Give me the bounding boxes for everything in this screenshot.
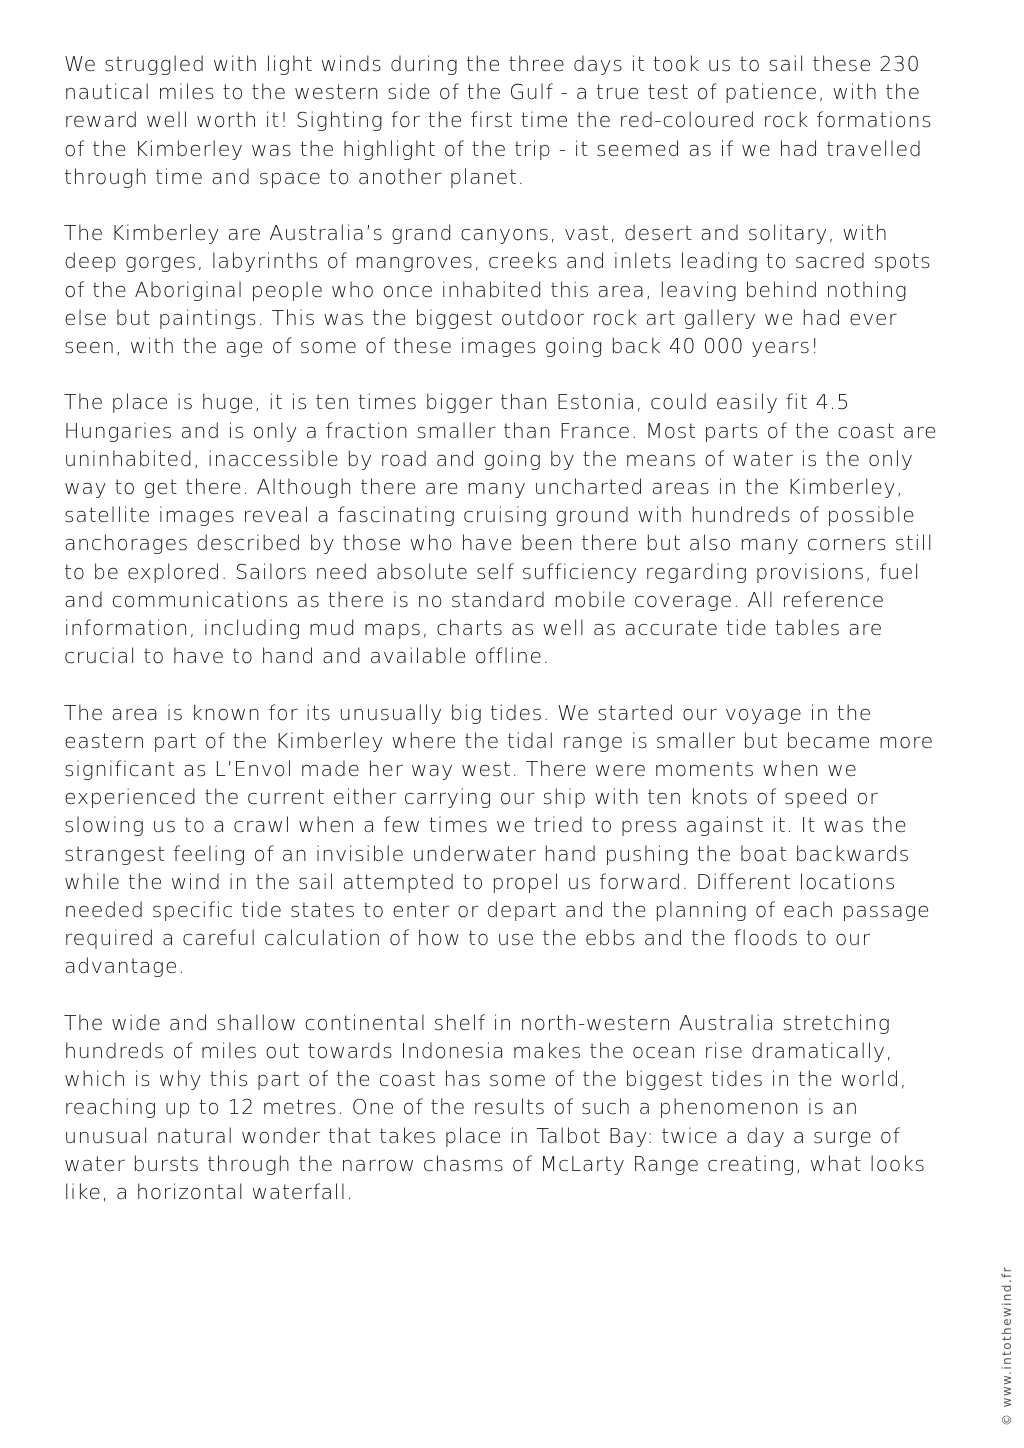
paragraph-light-winds: We struggled with light winds during the three days it took us to sail these 230 nautical miles to the western side of the Gulf - a true test of patience, with the reward well worth it! Sighting for the first time the red-coloured rock formations of the Kimberley was the highlight of the trip - it seemed as if we had travelled through time and space to another planet.	[64, 52, 933, 189]
document-body	[64, 50, 944, 1234]
paragraph-place-size: The place is huge, it is ten times bigger than Estonia, could easily fit 4.5 Hungaries and is only a fraction smaller than France. Most parts of the coast are uninhabited, inaccessible by road and going by the means of water is the only way to get there. Although there are many uncharted areas in the Kimberley, satellite images reveal a fascinating cruising ground with hundreds of possible anchorages described by those who have been there but also many corners still to be explored. Sailors need absolute self sufficiency regarding provisions, fuel and communications as there is no standard mobile coverage. All reference information, including mud maps, charts as well as accurate tide tables are crucial to have to hand and available offline.	[64, 390, 938, 669]
paragraph-horizontal-waterfall: The wide and shallow continental shelf in north-western Australia stretching hundreds of miles out towards Indonesia makes the ocean rise dramatically, which is why this part of the coast has some of the biggest tides in the world, reaching up to 12 metres. One of the results of such a phenomenon is an unusual natural wonder that takes place in Talbot Bay: twice a day a surge of water bursts through the narrow chasms of McLarty Range creating, what looks like, a horizontal waterfall.	[64, 1010, 926, 1205]
copyright-watermark: © www.intothewind.fr	[1000, 1266, 1014, 1426]
paragraph-tides: The area is known for its unusually big tides. We started our voyage in the eastern part of the Kimberley where the tidal range is smaller but became more significant as L’Envol made her way west. There were moments when we experienced the current either carrying our ship with ten knots of speed or slowing us to a crawl when a few times we tried to press against it. It was the strangest feeling of an invisible underwater hand pushing the boat backwards while the wind in the sail attempted to propel us forward. Different locations needed specific tide states to enter or depart and the planning of each passage required a careful calculation of how to use the ebbs and the floods to our advantage.	[64, 700, 934, 979]
paragraph-kimberley-canyons: The Kimberley are Australia’s grand canyons, vast, desert and solitary, with deep gorges, labyrinths of mangroves, creeks and inlets leading to sacred spots of the Aboriginal people who once inhabited this area, leaving behind nothing else but paintings. This was the biggest outdoor rock art gallery we had ever seen, with the age of some of these images going back 40 000 years!	[64, 221, 932, 359]
